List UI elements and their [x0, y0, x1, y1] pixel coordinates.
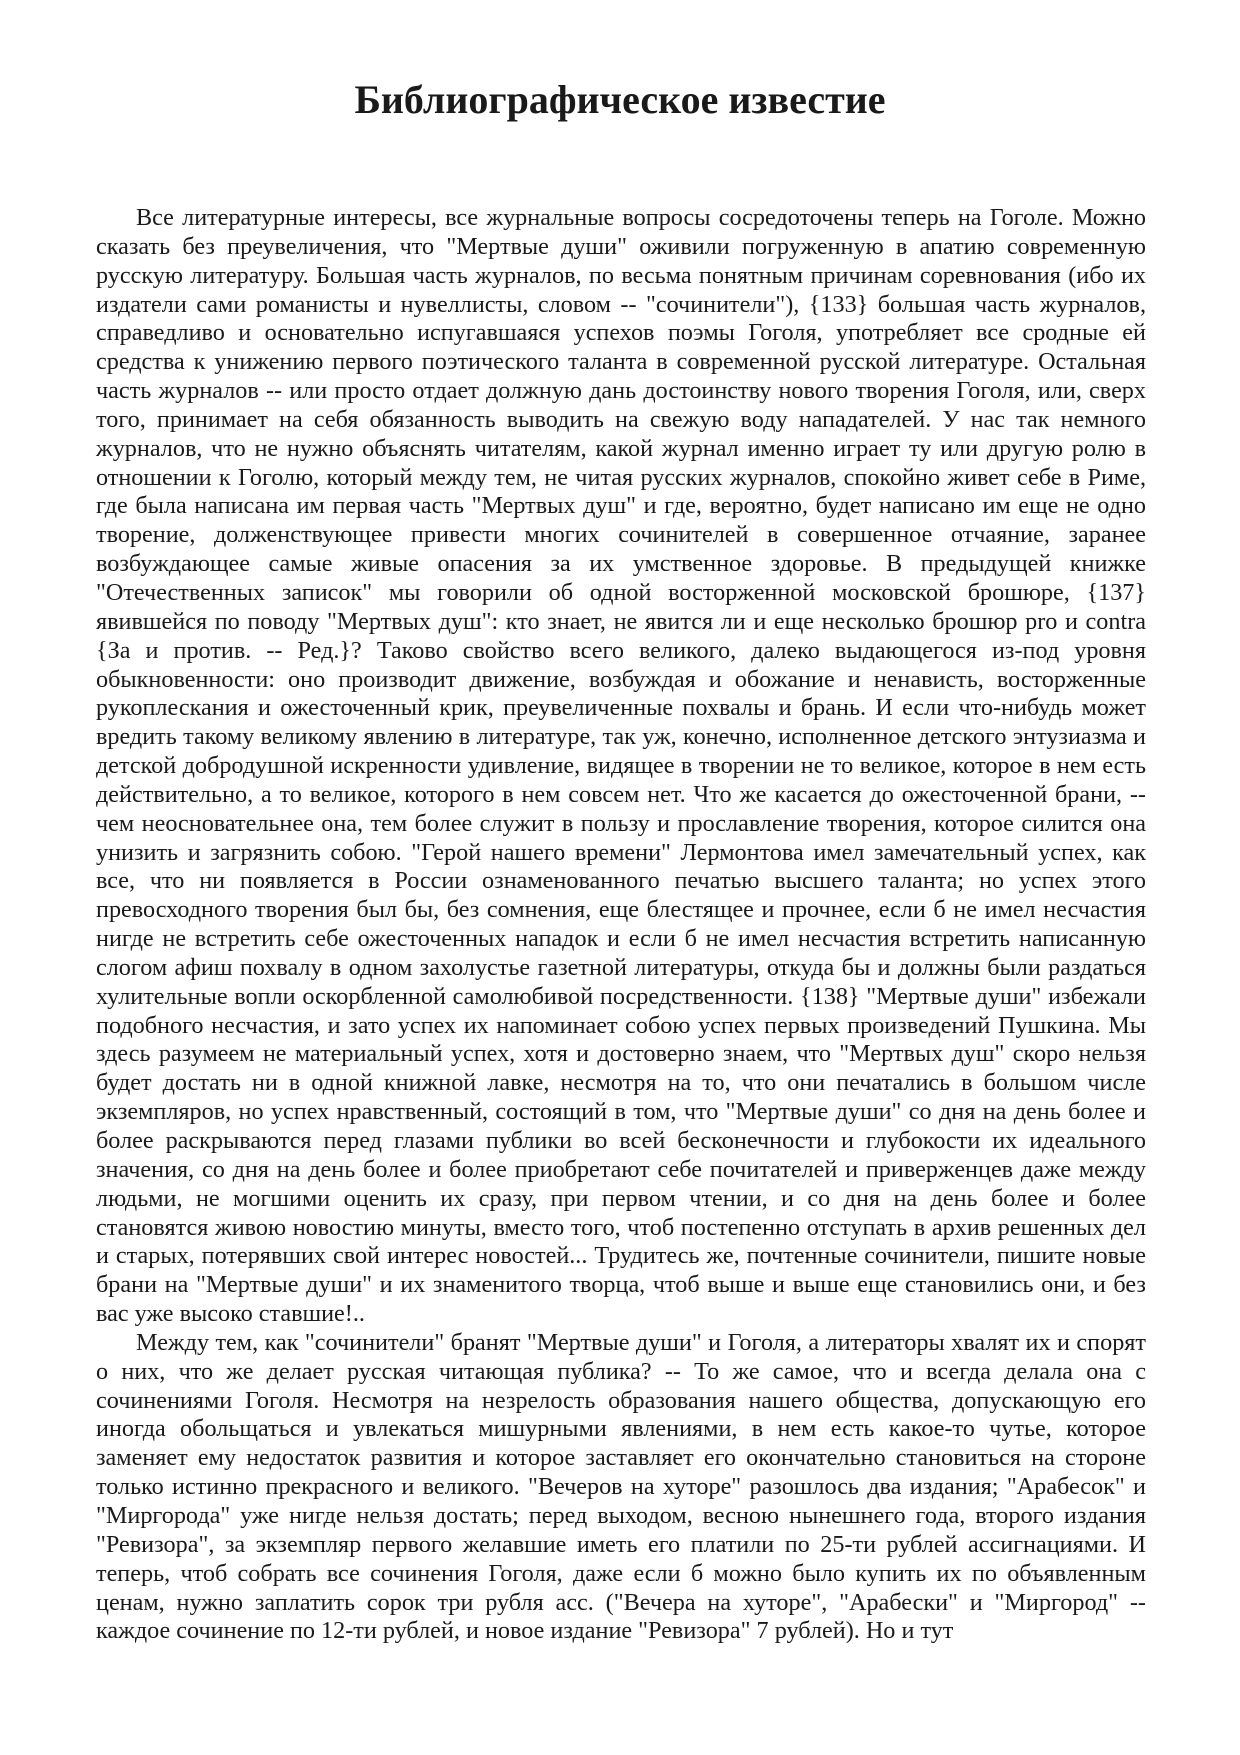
document-body: [96, 204, 1146, 1646]
document-title: Библиографическое известие: [354, 77, 886, 122]
paragraph-2: Между тем, как "сочинители" бранят "Мертвые души" и Гоголя, а литераторы хвалят их и спорят о них, что же делает русская читающая публика? -- То же самое, что и всегда делала она с сочинениями Гоголя. Несмотря на незрелость образования нашего общества, допускающую его иногда обольщаться и увлекаться мишурными явлениями, в нем есть какое-то чутье, которое заменяет ему недостаток развития и которое заставляет его окончательно становиться на стороне только истинно прекрасного и великого. "Вечеров на хуторе" разошлось два издания; "Арабесок" и "Миргорода" уже нигде нельзя достать; перед выходом, весною нынешнего года, второго издания "Ревизора", за экземпляр первого желавшие иметь его платили по 25-ти рублей ассигнациями. И теперь, чтоб собрать все сочинения Гоголя, даже если б можно было купить их по объявленным ценам, нужно заплатить сорок три рубля асс. ("Вечера на хуторе", "Арабески" и "Миргород" -- каждое сочинение по 12-ти рублей, и новое издание "Ревизора" 7 рублей). Но и тут: [96, 1328, 1146, 1645]
paragraph-1: Все литературные интересы, все журнальные вопросы сосредоточены теперь на Гоголе. Можно сказать без преувеличения, что "Мертвые души" оживили погруженную в апатию современную русскую литературу. Большая часть журналов, по весьма понятным причинам соревнования (ибо их издатели сами романисты и нувеллисты, словом -- "сочинители"), {133} большая часть журналов, справедливо и основательно испугавшаяся успехов поэмы Гоголя, употребляет все сродные ей средства к унижению первого поэтического таланта в современной русской литературе. Остальная часть журналов -- или просто отдает должную дань достоинству нового творения Гоголя, или, сверх того, принимает на себя обязанность выводить на свежую воду нападателей. У нас так немного журналов, что не нужно объяснять читателям, какой журнал именно играет ту или другую ролю в отношении к Гоголю, который между тем, не читая русских журналов, спокойно живет себе в Риме, где была написана им первая часть "Мертвых душ" и где, вероятно, будет написано им еще не одно творение, долженствующее привести многих сочинителей в совершенное отчаяние, заранее возбуждающее самые живые опасения за их умственное здоровье. В предыдущей книжке "Отечественных записок" мы говорили об одной восторженной московской брошюре, {137} явившейся по поводу "Мертвых душ": кто знает, не явится ли и еще несколько брошюр pro и contra {За и против. -- Ред.}? Таково свойство всего великого, далеко выдающегося из-под уровня обыкновенности: оно производит движение, возбуждая и обожание и ненависть, восторженные рукоплескания и ожесточенный крик, преувеличенные похвалы и брань. И если что-нибудь может вредить такому великому явлению в литературе, так уж, конечно, исполненное детского энтузиазма и детской добродушной искренности удивление, видящее в творении не то великое, которое в нем есть действительно, а то великое, которого в нем совсем нет. Что же касается до ожесточенной брани, -- чем неосновательнее она, тем более служит в пользу и прославление творения, которое силится она унизить и загрязнить собою. "Герой нашего времени" Лермонтова имел замечательный успех, как все, что ни появляется в России ознаменованного печатью высшего таланта; но успех этого превосходного творения был бы, без сомнения, еще блестящее и прочнее, если б не имел несчастия нигде не встретить себе ожесточенных нападок и если б не имел несчастия встретить написанную слогом афиш похвалу в одном захолустье газетной литературы, откуда бы и должны были раздаться хулительные вопли оскорбленной самолюбивой посредственности. {138} "Мертвые души" избежали подобного несчастия, и зато успех их напоминает собою успех первых произведений Пушкина. Мы здесь разумеем не материальный успех, хотя и достоверно знаем, что "Мертвых душ" скоро нельзя будет достать ни в одной книжной лавке, несмотря на то, что они печатались в большом числе экземпляров, но успех нравственный, состоящий в том, что "Мертвые души" со дня на день более и более раскрываются перед глазами публики во всей бесконечности и глубокости их идеального значения, со дня на день более и более приобретают себе почитателей и приверженцев даже между людьми, не могшими оценить их сразу, при первом чтении, и со дня на день более и более становятся живою новостию минуты, вместо того, чтоб постепенно отступать в архив решенных дел и старых, потерявших свой интерес новостей... Трудитесь же, почтенные сочинители, пишите новые брани на "Мертвые души" и их знаменитого творца, чтоб выше и выше еще становились они, и без вас уже высоко ставшие!..: [96, 204, 1146, 1328]
